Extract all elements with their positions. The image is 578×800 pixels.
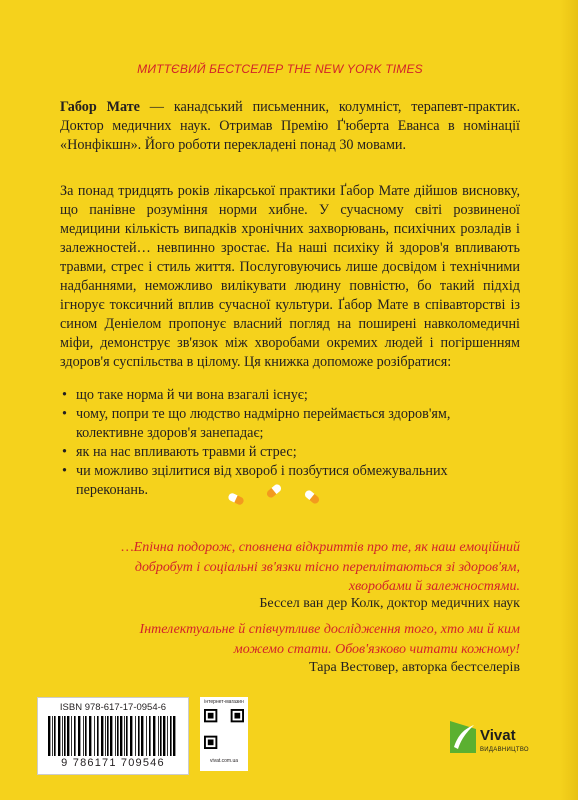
author-bio xyxy=(60,98,520,155)
barcode-bars xyxy=(48,716,178,756)
barcode xyxy=(37,697,189,775)
review-author-2: Тара Вестовер, авторка бестселерів xyxy=(309,660,520,675)
pill-icon xyxy=(227,492,245,506)
barcode-number: 9 786171 709546 xyxy=(61,757,165,769)
qr-block xyxy=(200,697,248,771)
qr-code-icon xyxy=(204,709,244,749)
bullet-item: • що таке норма й чи вона взагалі існує; xyxy=(76,386,520,405)
review-quote-1: …Епічна подорож, сповнена відкриттів про те, як наш емоційний добробут і соціальні зв'язки тісно переплітаються зі здоров'ям, хворобами й залежностями. xyxy=(121,540,520,594)
publisher-name: Vivat xyxy=(480,727,516,744)
author-name: Габор Мате xyxy=(60,99,140,115)
author-bio-text: — канадський письменник, колумніст, терапевт-практик. Доктор медичних наук. Отримав Премію Ґ'юберта Еванса в номінації «Нонфікшн». Його роботи перекладені понад 30 мовами. xyxy=(60,99,520,153)
spine-shade xyxy=(560,0,578,800)
bullet-list xyxy=(60,386,520,500)
pill-icon xyxy=(303,489,320,505)
review-quote-2: Інтелектуальне й співчутливе дослідження того, хто ми й ким можемо стати. Обов'язково читати кожному! xyxy=(139,622,520,657)
bullet-item: • як на нас впливають травми й стрес; xyxy=(76,443,520,462)
publisher-sub: ВИДАВНИЦТВО xyxy=(480,747,529,753)
isbn-label: ISBN 978-617-17-0954-6 xyxy=(59,702,167,713)
vivat-leaf-icon xyxy=(448,717,478,755)
publisher-logo xyxy=(448,717,529,771)
bestseller-tagline: МИТТЄВИЙ БЕСТСЕЛЕР THE NEW YORK TIMES xyxy=(137,62,423,76)
qr-bottom-label: vivat.com.ua xyxy=(209,758,239,764)
qr-top-label: інтернет-магазин xyxy=(204,699,244,705)
book-description xyxy=(60,182,520,500)
bullet-item: • чому, попри те що людство надмірно переймається здоров'ям, колективне здоров'я занепадає; xyxy=(76,405,520,443)
bullet-item: • чи можливо зцілитися від хвороб і позбутися обмежувальних переконань. xyxy=(76,462,520,500)
description-text: За понад тридцять років лікарської практики Ґабор Мате дійшов висновку, що панівне розуміння норми хибне. У сучасному світі розвиненої медицини кількість випадків хронічних захворювань, психічних розладів і залежностей… невпинно зростає. На наші психіку й здоров'я впливають травми, стрес і стиль життя. Послуговуючись лише досвідом і технічними надбаннями, неможливо вилікувати людину повністю, бо такий підхід ігнорує токсичний вплив сучасної культури. Ґабор Мате в співавторстві із сином Деніелом пропонує власний погляд на поширені навколомедичні міфи, демонструє зв'язок між хворобами окремих людей і погіршенням здоров'я суспільства в цілому. Ця книжка допоможе розібратися: xyxy=(60,183,520,370)
pill-decoration xyxy=(228,485,348,515)
review-author-1: Бессел ван дер Колк, доктор медичних наук xyxy=(259,596,520,611)
pill-icon xyxy=(265,483,282,499)
